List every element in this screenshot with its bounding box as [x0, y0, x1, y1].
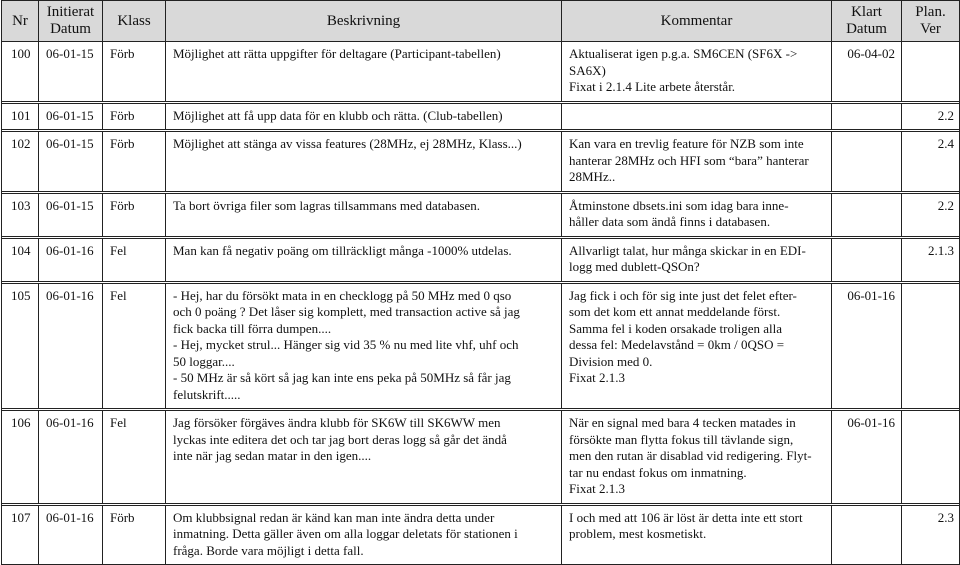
kommentar-line: dessa fel: Medelavstånd = 0km / 0QSO =	[569, 337, 785, 352]
cell-nr: 107	[2, 505, 39, 565]
beskrivning-line: 50 loggar....	[173, 353, 235, 369]
beskrivning-line: inte när jag sedan matar in den igen....	[173, 448, 372, 463]
beskrivning-line: fick backa till förra dumpen....	[173, 320, 332, 336]
kommentar-line: I och med att 106 är löst är detta inte ett stort	[569, 509, 803, 525]
kommentar-line: försökte man flytta fokus till tävlande sign,	[569, 431, 794, 447]
beskrivning-line: lyckas inte editera det och tar jag bort deras logg så går det ändå	[173, 431, 507, 447]
cell-kommentar	[562, 411, 832, 504]
header-klart	[832, 1, 902, 42]
kommentar-line: men den rutan är disablad vid redigering. Flyt-	[569, 448, 812, 463]
cell-kommentar	[562, 103, 832, 130]
kommentar-line: Jag fick i och för sig inte just det felet efter-	[569, 287, 797, 303]
table-row	[2, 103, 960, 130]
cell-plan-ver: 2.3	[902, 505, 960, 565]
table-row	[2, 411, 960, 504]
kommentar-line: SA6X)	[569, 62, 606, 78]
beskrivning-line: Om klubbsignal redan är känd kan man inte ändra detta under	[173, 509, 495, 525]
header-beskrivning: Beskrivning	[166, 1, 562, 42]
beskrivning-line: Möjlighet att stänga av vissa features (28MHz, ej 28MHz, Klass...)	[173, 136, 522, 151]
cell-plan-ver: 2.4	[902, 132, 960, 192]
cell-klart-datum	[832, 238, 902, 281]
cell-kommentar	[562, 505, 832, 565]
kommentar-line: håller data som ändå finns i databasen.	[569, 214, 771, 229]
cell-initierat-datum: 06-01-15	[39, 193, 103, 236]
kommentar-line: Aktualiserat igen p.g.a. SM6CEN (SF6X ->	[569, 46, 798, 61]
table-row	[2, 283, 960, 409]
cell-klart-datum: 06-04-02	[832, 42, 902, 102]
cell-klart-datum	[832, 505, 902, 565]
cell-nr: 103	[2, 193, 39, 236]
cell-nr: 100	[2, 42, 39, 102]
beskrivning-line: och 0 poäng ? Det låser sig komplett, med transaction active så jag	[173, 304, 520, 319]
kommentar-line: Allvarligt talat, hur många skickar in en EDI-	[569, 242, 806, 258]
kommentar-line: Fixat 2.1.3	[569, 370, 625, 385]
header-plan-line1: Plan.	[915, 4, 946, 20]
cell-beskrivning	[166, 193, 562, 236]
cell-klart-datum	[832, 103, 902, 130]
header-initierat-line2: Datum	[50, 21, 91, 37]
cell-kommentar	[562, 42, 832, 102]
table-row	[2, 132, 960, 192]
cell-klart-datum: 06-01-16	[832, 411, 902, 504]
kommentar-line: Kan vara en trevlig feature för NZB som inte	[569, 136, 804, 151]
beskrivning-line: inmatning. Detta gäller även om alla loggar deletats för stationen i	[173, 526, 518, 541]
cell-initierat-datum: 06-01-16	[39, 411, 103, 504]
cell-nr: 105	[2, 283, 39, 409]
cell-kommentar	[562, 283, 832, 409]
header-initierat-line1: Initierat	[46, 4, 95, 20]
cell-nr: 106	[2, 411, 39, 504]
beskrivning-line: Man kan få negativ poäng om tillräckligt många -1000% utdelas.	[173, 242, 512, 258]
cell-initierat-datum: 06-01-16	[39, 505, 103, 565]
header-row	[2, 1, 960, 42]
kommentar-line: Fixat i 2.1.4 Lite arbete återstår.	[569, 79, 736, 94]
cell-klart-datum: 06-01-16	[832, 283, 902, 409]
cell-klart-datum	[832, 132, 902, 192]
cell-plan-ver: 2.2	[902, 103, 960, 130]
beskrivning-line: Ta bort övriga filer som lagras tillsammans med databasen.	[173, 197, 481, 213]
kommentar-line: Fixat 2.1.3	[569, 481, 625, 496]
cell-beskrivning	[166, 411, 562, 504]
beskrivning-line: Jag försöker förgäves ändra klubb för SK6W till SK6WW men	[173, 415, 501, 430]
header-plan	[902, 1, 960, 42]
beskrivning-line: - Hej, mycket strul... Hänger sig vid 35 % nu med lite vhf, uhf och	[173, 337, 519, 352]
cell-beskrivning	[166, 505, 562, 565]
kommentar-line: 28MHz..	[569, 169, 616, 184]
header-klart-line1: Klart	[851, 4, 882, 20]
kommentar-line: problem, mest kosmetiskt.	[569, 526, 707, 541]
header-nr: Nr	[2, 1, 39, 42]
beskrivning-line: - 50 MHz är så kört så jag kan inte ens peka på 50MHz så får jag	[173, 370, 511, 385]
beskrivning-line: - Hej, har du försökt mata in en checklogg på 50 MHz med 0 qso	[173, 287, 512, 303]
cell-initierat-datum: 06-01-15	[39, 103, 103, 130]
cell-klass: Förb	[103, 42, 166, 102]
cell-klass: Förb	[103, 505, 166, 565]
cell-plan-ver: 2.2	[902, 193, 960, 236]
header-klass: Klass	[103, 1, 166, 42]
cell-kommentar	[562, 238, 832, 281]
beskrivning-line: fråga. Borde vara möjligt i detta fall.	[173, 542, 364, 558]
cell-initierat-datum: 06-01-16	[39, 283, 103, 409]
beskrivning-line: felutskrift.....	[173, 386, 241, 402]
cell-beskrivning	[166, 132, 562, 192]
cell-klass: Förb	[103, 193, 166, 236]
cell-nr: 102	[2, 132, 39, 192]
issue-table	[1, 0, 960, 565]
cell-initierat-datum: 06-01-16	[39, 238, 103, 281]
kommentar-line: hanterar 28MHz och HFI som “bara” hanterar	[569, 152, 809, 168]
cell-plan-ver	[902, 42, 960, 102]
cell-plan-ver	[902, 283, 960, 409]
header-initierat	[39, 1, 103, 42]
table-row	[2, 238, 960, 281]
cell-nr: 104	[2, 238, 39, 281]
kommentar-line: som det kom ett annat meddelande först.	[569, 304, 781, 319]
header-klart-line2: Datum	[846, 21, 887, 37]
cell-initierat-datum: 06-01-15	[39, 132, 103, 192]
cell-beskrivning	[166, 238, 562, 281]
cell-klart-datum	[832, 193, 902, 236]
table-body	[2, 42, 960, 565]
beskrivning-line: Möjlighet att få upp data för en klubb och rätta. (Club-tabellen)	[173, 107, 503, 123]
kommentar-line: logg med dublett-QSOn?	[569, 259, 700, 274]
kommentar-line: När en signal med bara 4 tecken matades in	[569, 415, 796, 430]
cell-klass: Förb	[103, 132, 166, 192]
cell-plan-ver	[902, 411, 960, 504]
header-kommentar: Kommentar	[562, 1, 832, 42]
table-row	[2, 505, 960, 565]
cell-beskrivning	[166, 42, 562, 102]
cell-klass: Förb	[103, 103, 166, 130]
header-plan-line2: Ver	[920, 21, 941, 37]
cell-kommentar	[562, 132, 832, 192]
table-row	[2, 42, 960, 102]
kommentar-line: tar nu endast fokus om inmatning.	[569, 464, 747, 480]
cell-beskrivning	[166, 283, 562, 409]
cell-beskrivning	[166, 103, 562, 130]
kommentar-line: Division med 0.	[569, 353, 653, 369]
cell-kommentar	[562, 193, 832, 236]
kommentar-line: Åtminstone dbsets.ini som idag bara inne-	[569, 197, 789, 213]
table-row	[2, 193, 960, 236]
cell-klass: Fel	[103, 238, 166, 281]
cell-initierat-datum: 06-01-15	[39, 42, 103, 102]
cell-klass: Fel	[103, 411, 166, 504]
cell-nr: 101	[2, 103, 39, 130]
kommentar-line: Samma fel i koden orsakade troligen alla	[569, 320, 782, 336]
beskrivning-line: Möjlighet att rätta uppgifter för deltagare (Participant-tabellen)	[173, 46, 501, 61]
cell-klass: Fel	[103, 283, 166, 409]
cell-plan-ver: 2.1.3	[902, 238, 960, 281]
